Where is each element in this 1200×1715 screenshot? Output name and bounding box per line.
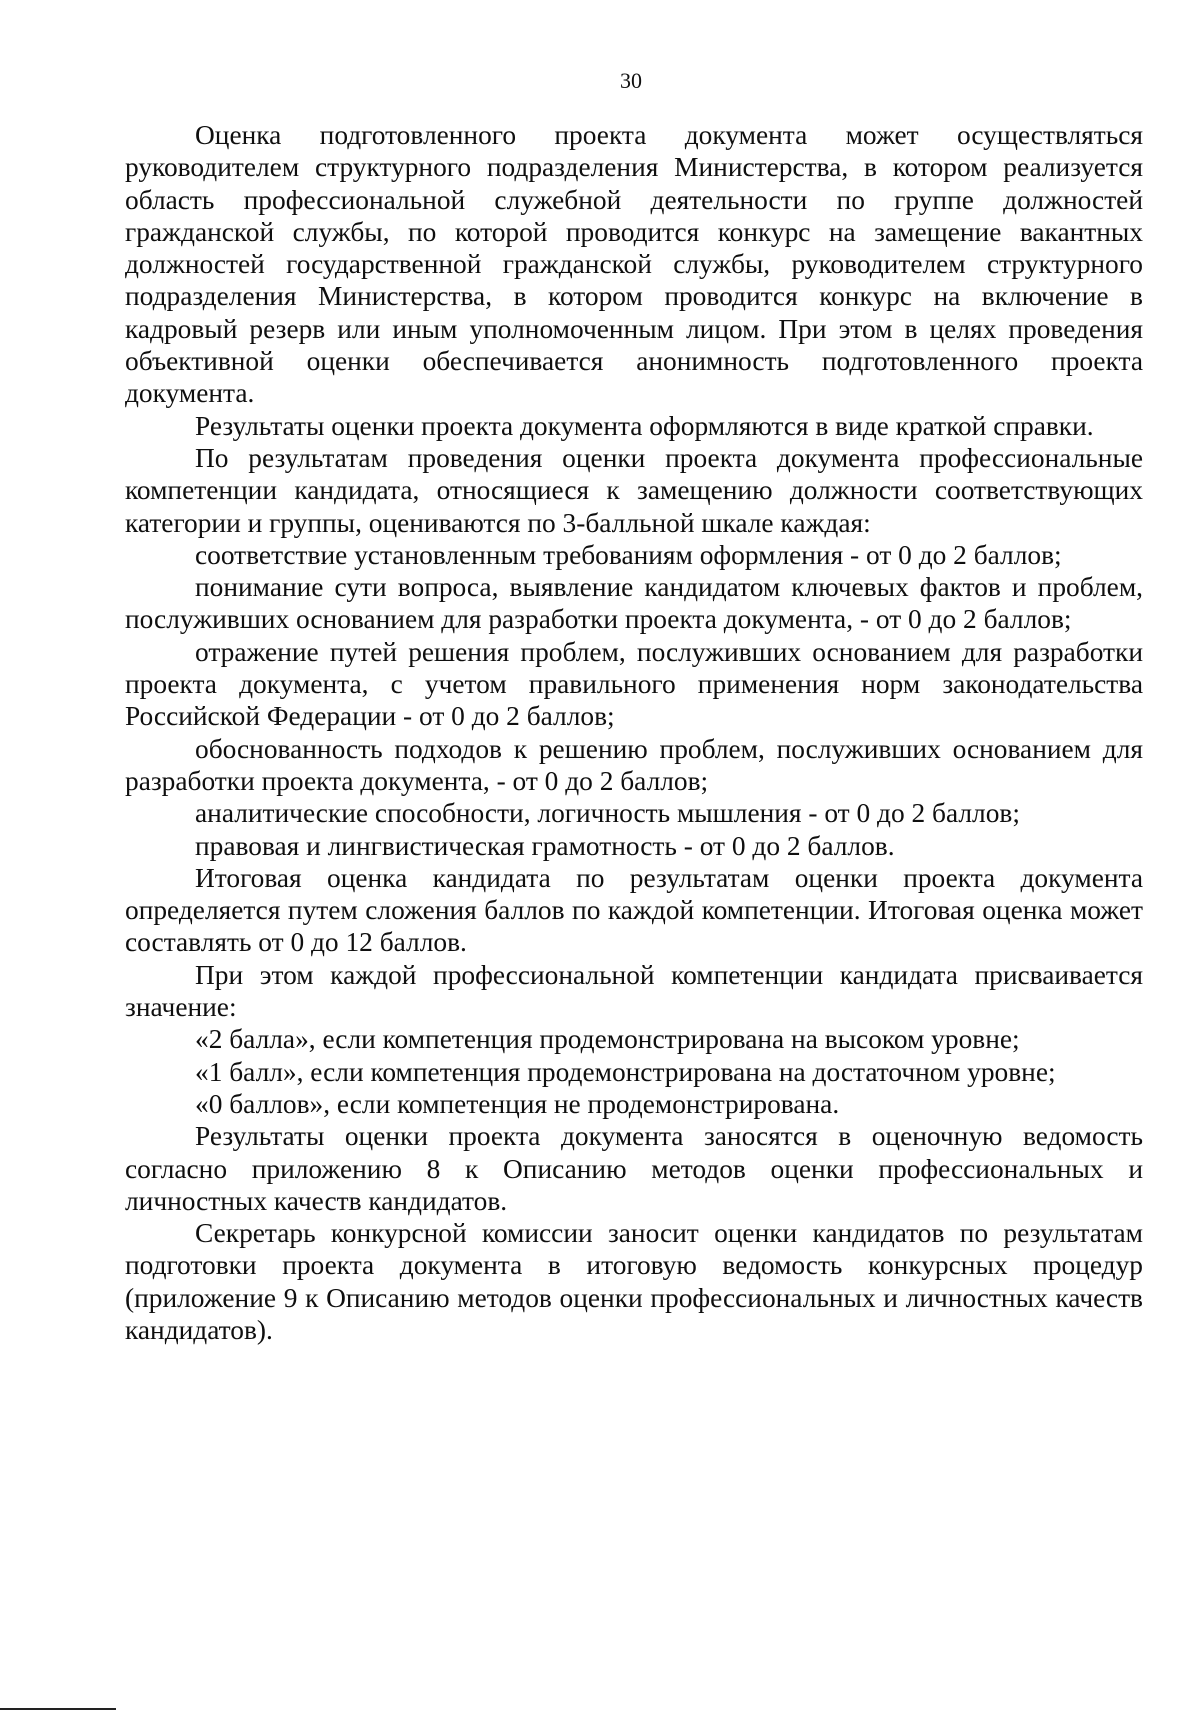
document-body	[125, 119, 1143, 1346]
score-value-1: «1 балл», если компетенция продемонстрирована на достаточном уровне;	[195, 1056, 1056, 1087]
criterion-analytical: аналитические способности, логичность мышления - от 0 до 2 баллов;	[195, 798, 1020, 829]
footer-rule	[0, 1708, 116, 1710]
criterion-understanding: понимание сути вопроса, выявление кандидатом ключевых фактов и проблем, послуживших основанием для разработки проекта документа, - от 0 до 2 баллов;	[125, 572, 1143, 635]
paragraph-total-score: Итоговая оценка кандидата по результатам оценки проекта документа определяется путем сложения баллов по каждой компетенции. Итоговая оценка может составлять от 0 до 12 баллов.	[125, 862, 1143, 958]
page-number: 30	[620, 68, 642, 93]
criterion-approaches: обоснованность подходов к решению проблем, послуживших основанием для разработки проекта документа, - от 0 до 2 баллов;	[125, 733, 1143, 796]
score-value-0: «0 баллов», если компетенция не продемонстрирована.	[195, 1088, 840, 1119]
score-value-2: «2 балла», если компетенция продемонстрирована на высоком уровне;	[195, 1024, 1020, 1055]
paragraph-score-values: При этом каждой профессиональной компетенции кандидата присваивается значение:	[125, 959, 1143, 1023]
criterion-formatting: соответствие установленным требованиям оформления - от 0 до 2 баллов;	[195, 539, 1062, 570]
criterion-literacy: правовая и лингвистическая грамотность - от 0 до 2 баллов.	[195, 830, 895, 861]
paragraph-secretary: Секретарь конкурсной комиссии заносит оценки кандидатов по результатам подготовки проекта документа в итоговую ведомость конкурсных процедур (приложение 9 к Описанию методов оценки профессиональных и личностных качеств кандидатов).	[125, 1218, 1143, 1345]
paragraph-results-format: Результаты оценки проекта документа оформляются в виде краткой справки.	[195, 410, 1094, 441]
criterion-solutions: отражение путей решения проблем, послуживших основанием для разработки проекта документа, с учетом правильного применения норм законодательства Российской Федерации - от 0 до 2 баллов;	[125, 636, 1143, 732]
paragraph-evaluation-sheet: Результаты оценки проекта документа заносятся в оценочную ведомость согласно приложению 8 к Описанию методов оценки профессиональных и личностных качеств кандидатов.	[125, 1121, 1143, 1216]
paragraph-scoring-scale: По результатам проведения оценки проекта документа профессиональные компетенции кандидата, относящиеся к замещению должности соответствующих категории и группы, оцениваются по 3-балльной шкале каждая:	[125, 442, 1143, 538]
paragraph-evaluator: Оценка подготовленного проекта документа может осуществляться руководителем структурного подразделения Министерства, в котором реализуется область профессиональной служебной деятельности по группе должностей гражданской службы, по которой проводится конкурс на замещение вакантных должностей государственной гражданской службы, руководителем структурного подразделения Министерства, в котором проводится конкурс на включение в кадровый резерв или иным уполномоченным лицом. При этом в целях проведения объективной оценки обеспечивается анонимность подготовленного проекта документа.	[125, 120, 1143, 409]
